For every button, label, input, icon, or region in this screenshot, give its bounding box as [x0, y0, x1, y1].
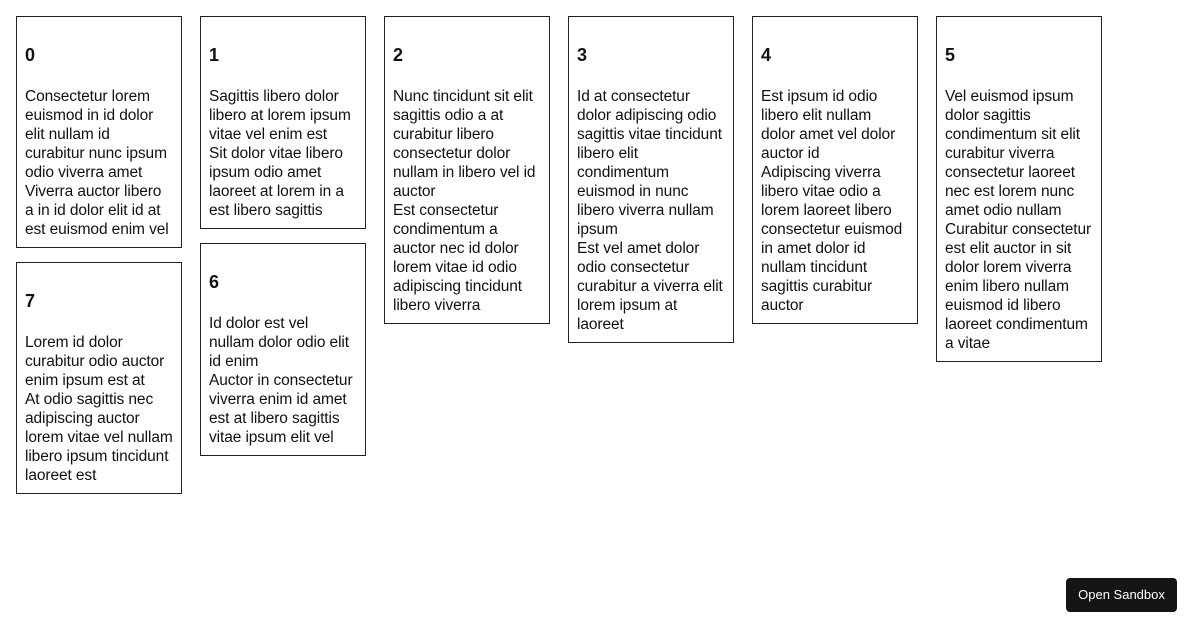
card-paragraph: Sit dolor vitae libero ipsum odio amet laoreet at lorem in a est libero sagittis [209, 145, 344, 219]
card [936, 16, 1102, 362]
card-title: 2 [393, 45, 404, 65]
card-paragraph: Nunc tincidunt sit elit sagittis odio a at curabitur libero consectetur dolor nullam in libero vel id auctor [393, 88, 536, 200]
card-title: 6 [209, 272, 220, 292]
card-title: 4 [761, 45, 772, 65]
card-paragraph: Id at consectetur dolor adipiscing odio sagittis vitae tincidunt libero elit condimentum euismod in nunc libero viverra nullam ipsum [577, 88, 722, 238]
card [200, 243, 366, 456]
card-paragraph: Lorem id dolor curabitur odio auctor enim ipsum est at [25, 334, 165, 389]
card-paragraph: Curabitur consectetur est elit auctor in sit dolor lorem viverra enim libero nullam euismod id libero laoreet condimentum a vitae [945, 221, 1092, 352]
card [384, 16, 550, 324]
card-paragraph: Consectetur lorem euismod in id dolor elit nullam id curabitur nunc ipsum odio viverra amet [25, 88, 167, 181]
card [16, 262, 182, 494]
card-paragraph: Auctor in consectetur viverra enim id amet est at libero sagittis vitae ipsum elit vel [209, 372, 353, 446]
card-title: 7 [25, 291, 36, 311]
card-paragraph: Sagittis libero dolor libero at lorem ipsum vitae vel enim est [209, 88, 351, 143]
card-paragraph: Est ipsum id odio libero elit nullam dolor amet vel dolor auctor id [761, 88, 896, 162]
card-title: 3 [577, 45, 588, 65]
card [200, 16, 366, 229]
card-paragraph: Est consectetur condimentum a auctor nec id dolor lorem vitae id odio adipiscing tincidunt libero viverra [393, 202, 522, 314]
card [752, 16, 918, 324]
card-paragraph: Viverra auctor libero a in id dolor elit id at est euismod enim vel [25, 183, 169, 238]
card-paragraph: Id dolor est vel nullam dolor odio elit id enim [209, 315, 349, 370]
card [568, 16, 734, 343]
open-sandbox-button[interactable]: Open Sandbox [1066, 578, 1177, 612]
card-paragraph: At odio sagittis nec adipiscing auctor lorem vitae vel nullam libero ipsum tincidunt laoreet est [25, 391, 173, 484]
card-title: 5 [945, 45, 956, 65]
card-paragraph: Vel euismod ipsum dolor sagittis condimentum sit elit curabitur viverra consectetur laoreet nec est lorem nunc amet odio nullam [945, 88, 1080, 219]
card-paragraph: Est vel amet dolor odio consectetur curabitur a viverra elit lorem ipsum at laoreet [577, 240, 723, 333]
card-title: 0 [25, 45, 36, 65]
card [16, 16, 182, 248]
card-title: 1 [209, 45, 220, 65]
card-paragraph: Adipiscing viverra libero vitae odio a lorem laoreet libero consectetur euismod in amet dolor id nullam tincidunt sagittis curabitur auctor [761, 164, 903, 314]
